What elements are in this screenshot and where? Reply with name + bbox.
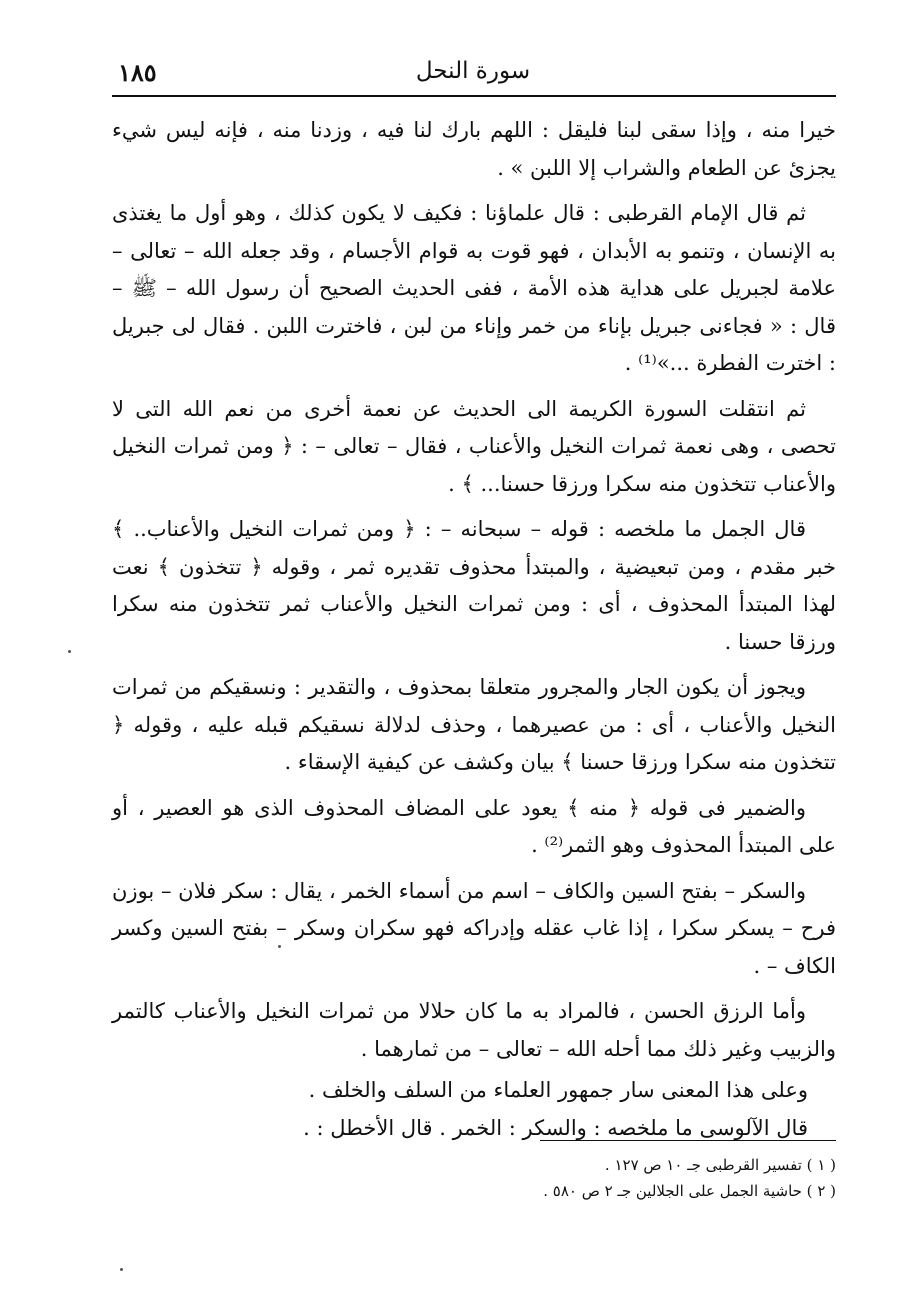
paragraph: ثم انتقلت السورة الكريمة الى الحديث عن نعمة أخرى من نعم الله التى لا تحصى ، وهى نعمة ثمرات النخيل والأعناب ، فقال – تعالى – : ﴿ ومن ثمرات النخيل والأعناب تتخذون منه سكرا ورزقا حسنا... ﴾ . (112, 396, 836, 496)
page-number: ١٨٥ (118, 58, 157, 87)
paragraph: والضمير فى قوله ﴿ منه ﴾ يعود على المضاف المحذوف الذى هو العصير ، أو على المبتدأ المحذوف وهو الثمر⁽²⁾ . (112, 795, 836, 857)
paragraph: قال الآلوسى ما ملخصه : والسكر : الخمر . قال الأخطل : . (303, 1115, 808, 1140)
footnote: ( ٢ ) حاشية الجمل على الجلالين جـ ٢ ص ٥٨٠ . (543, 1182, 836, 1200)
page-header (110, 52, 836, 92)
paragraph: وأما الرزق الحسن ، فالمراد به ما كان حلالا من ثمرات النخيل والأعناب كالتمر والزبيب وغير ذلك مما أحله الله – تعالى – من ثمارهما . (112, 999, 836, 1061)
paragraph: ثم قال الإمام القرطبى : قال علماؤنا : فكيف لا يكون كذلك ، وهو أول ما يغتذى به الإنسان ، وتنمو به الأبدان ، فهو قوت به قوام الأجسام ، وقد جعله الله – تعالى – علامة لجبريل على هداية هذه الأمة ، ففى الحديث الصحيح أن رسول الله – ﷺ – قال : « فجاءنى جبريل بإناء من خمر وإناء من لبن ، فاخترت اللبن . فقال لى جبريل : اخترت الفطرة ...»⁽¹⁾ . (112, 201, 836, 375)
scan-speck (278, 945, 281, 948)
paragraph: وعلى هذا المعنى سار جمهور العلماء من السلف والخلف . (308, 1078, 808, 1102)
footnote-rule (540, 1140, 836, 1141)
paragraph: والسكر – بفتح السين والكاف – اسم من أسماء الخمر ، يقال : سكر فلان – بوزن فرح – يسكر سكرا ، إذا غاب عقله وإدراكه فهو سكران وسكر – بفتح السين وكسر الكاف – . (112, 878, 836, 978)
paragraph: خيرا منه ، وإذا سقى لبنا فليقل : اللهم بارك لنا فيه ، وزدنا منه ، فإنه ليس شيء يجزئ عن الطعام والشراب إلا اللبن » . (112, 118, 836, 180)
scan-speck (68, 650, 71, 653)
main-text (112, 112, 836, 1147)
running-title: سورة النحل (415, 58, 531, 84)
paragraph: قال الجمل ما ملخصه : قوله – سبحانه – : ﴿ ومن ثمرات النخيل والأعناب.. ﴾ خبر مقدم ، ومن تبعيضية ، والمبتدأ محذوف تقديره ثمر ، وقوله ﴿ تتخذون ﴾ نعت لهذا المبتدأ المحذوف ، أى : ومن ثمرات النخيل والأعناب ثمر تتخذون منه سكرا ورزقا حسنا . (112, 517, 836, 654)
footnotes (400, 1152, 836, 1204)
footnote: ( ١ ) تفسير القرطبى جـ ١٠ ص ١٢٧ . (604, 1156, 836, 1174)
scan-speck (120, 1268, 123, 1271)
header-rule (112, 95, 836, 97)
paragraph: ويجوز أن يكون الجار والمجرور متعلقا بمحذوف ، والتقدير : ونسقيكم من ثمرات النخيل والأعناب ، أى : من عصيرهما ، وحذف لدلالة نسقيكم قبله عليه ، وقوله ﴿ تتخذون منه سكرا ورزقا حسنا ﴾ بيان وكشف عن كيفية الإسقاء . (112, 675, 836, 774)
